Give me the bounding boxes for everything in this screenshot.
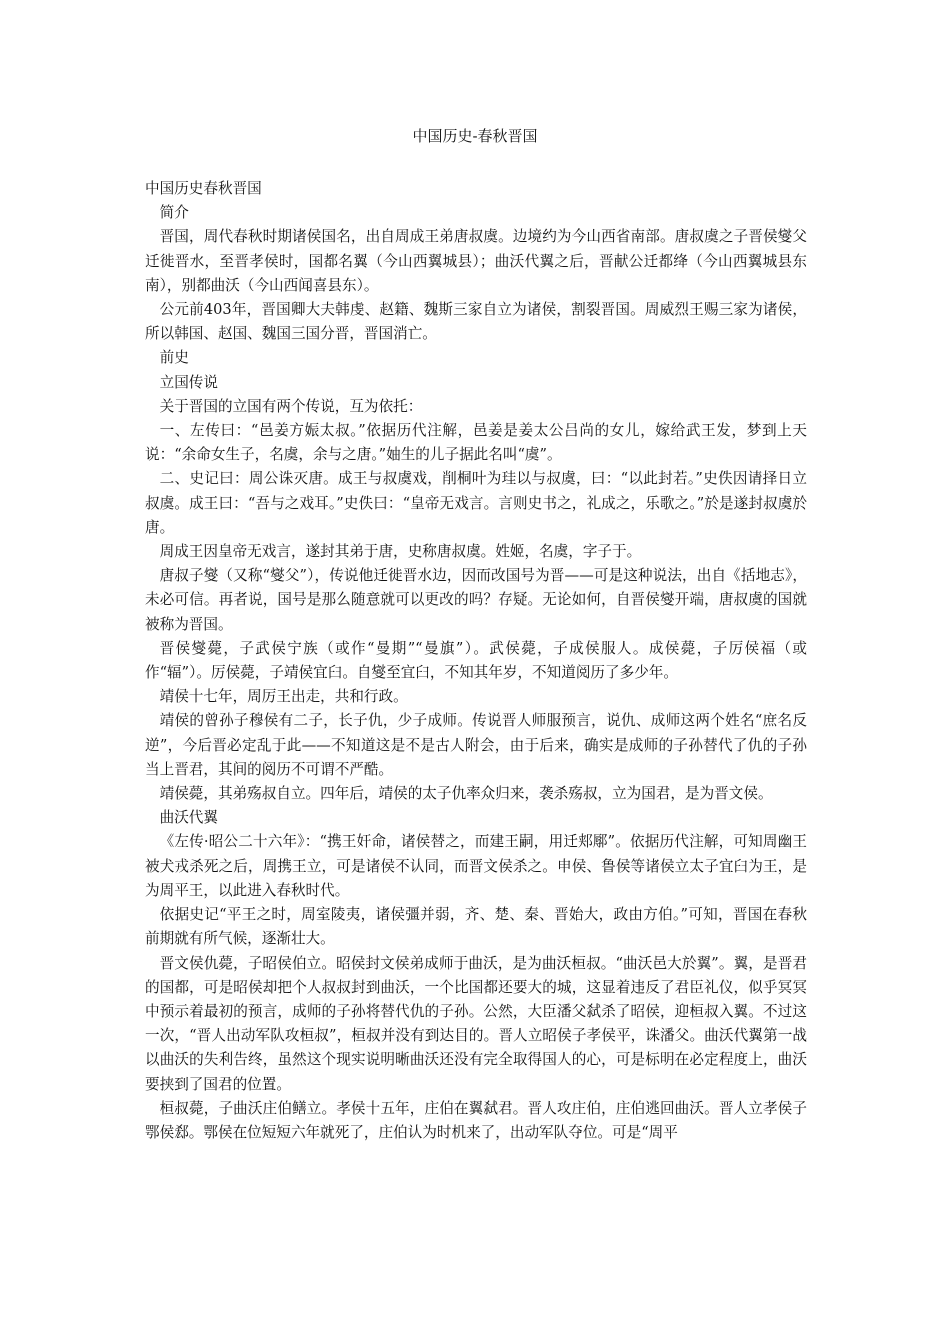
section-heading-quwo: 曲沃代翼	[159, 809, 218, 827]
paragraph: 二、史记曰：周公诛灭唐。成王与叔虞戏，削桐叶为珪以与叔虞，曰：“以此封若。”史佚因请择日立叔虞。成王曰：“吾与之戏耳。”史佚曰：“皇帝无戏言。言则史书之，礼成之，乐歌之。”於是遂封叔虞於唐。	[145, 470, 807, 536]
section-heading-prehistory: 前史	[159, 349, 189, 367]
paragraph: 靖侯薨，其弟殇叔自立。四年后，靖侯的太子仇率众归来，袭杀殇叔，立为国君，是为晋文侯。	[159, 785, 773, 803]
paragraph: 唐叔子燮（又称“燮父”），传说他迁徙晋水边，因而改国号为晋——可是这种说法，出自《括地志》，未必可信。再者说，国号是那么随意就可以更改的吗？存疑。无论如何，自晋侯燮开端，唐叔虞的国就被称为晋国。	[145, 567, 807, 633]
paragraph: 依据史记“平王之时，周室陵夷，诸侯彊并弱，齐、楚、秦、晋始大，政由方伯。”可知，晋国在春秋前期就有所气候，逐渐壮大。	[145, 906, 807, 948]
paragraph: 晋文侯仇薨，子昭侯伯立。昭侯封文侯弟成师于曲沃，是为曲沃桓叔。“曲沃邑大於翼”。翼，是晋君的国都，可是昭侯却把个人叔叔封到曲沃，一个比国都还要大的城，这显着违反了君臣礼仪，似乎冥冥中预示着最初的预言，成师的子孙将替代仇的子孙。公然，大臣潘父弑杀了昭侯，迎桓叔入翼。不过这一次，“晋人出动军队攻桓叔”，桓叔并没有到达目的。晋人立昭侯子孝侯平，诛潘父。曲沃代翼第一战以曲沃的失利告终，虽然这个现实说明晰曲沃还没有完全取得国人的心，可是标明在必定程度上，曲沃要挟到了国君的位置。	[145, 954, 807, 1093]
document-body	[145, 177, 807, 1145]
section-heading-intro: 简介	[159, 204, 189, 222]
paragraph: 周成王因皇帝无戏言，遂封其弟于唐，史称唐叔虞。姓姬，名虞，字子于。	[159, 543, 642, 561]
paragraph: 一、左传曰：“邑姜方娠太叔。”依据历代注解，邑姜是姜太公吕尚的女儿，嫁给武王发，梦到上天说：“余命女生子，名虞，余与之唐。”妯生的儿子据此名叫“虞”。	[145, 422, 807, 464]
paragraph: 公元前403年，晋国卿大夫韩虔、赵籍、魏斯三家自立为诸侯，割裂晋国。周威烈王赐三家为诸侯，所以韩国、赵国、魏国三国分晋，晋国消亡。	[145, 301, 807, 343]
paragraph: 晋国，周代春秋时期诸侯国名，出自周成王弟唐叔虞。边境约为今山西省南部。唐叔虞之子晋侯燮父迁徙晋水，至晋孝侯时，国都名翼（今山西翼城县）；曲沃代翼之后，晋献公迁都绛（今山西翼城县东南），别都曲沃（今山西闻喜县东）。	[145, 228, 807, 294]
paragraph: 《左传·昭公二十六年》：“携王奸命，诸侯替之，而建王嗣，用迁郏鄏”。依据历代注解，可知周幽王被犬戎杀死之后，周携王立，可是诸侯不认同，而晋文侯杀之。申侯、鲁侯等诸侯立太子宜臼为王，是为周平王，以此进入春秋时代。	[145, 833, 807, 899]
paragraph: 靖侯的曾孙子穆侯有二子，长子仇，少子成师。传说晋人师服预言，说仇、成师这两个姓名“庶名反逆”，今后晋必定乱于此——不知道这是不是古人附会，由于后来，确实是成师的子孙替代了仇的子孙当上晋君，其间的阅历不可谓不严酷。	[145, 712, 807, 778]
paragraph: 晋侯燮薨，子武侯宁族（或作“曼期”“曼旗”）。武侯薨，子成侯服人。成侯薨，子厉侯福（或作“辐”）。厉侯薨，子靖侯宜臼。自燮至宜臼，不知其年岁，不知道阅历了多少年。	[145, 639, 807, 682]
paragraph: 桓叔薨，子曲沃庄伯鳝立。孝侯十五年，庄伯在翼弑君。晋人攻庄伯，庄伯逃回曲沃。晋人立孝侯子鄂侯郄。鄂侯在位短短六年就死了，庄伯认为时机来了，出动军队夺位。可是“周平	[145, 1099, 807, 1141]
document-title: 中国历史-春秋晋国	[412, 127, 538, 145]
article-heading: 中国历史春秋晋国	[145, 180, 262, 197]
section-heading-founding-legend: 立国传说	[159, 373, 218, 391]
paragraph: 关于晋国的立国有两个传说，互为依托：	[159, 397, 423, 415]
paragraph: 靖侯十七年，周厉王出走，共和行政。	[159, 688, 408, 706]
